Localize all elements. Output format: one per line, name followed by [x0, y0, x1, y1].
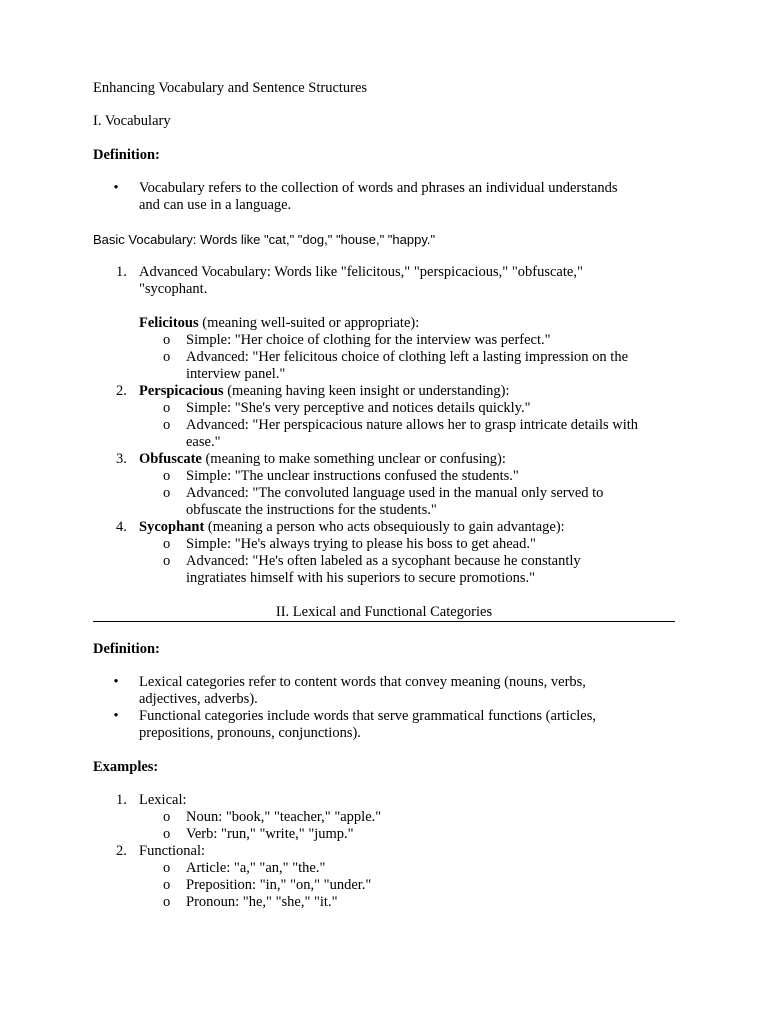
numbered-item-perspicacious [93, 383, 675, 400]
term-meaning: (meaning having keen insight or understanding): [223, 383, 510, 399]
sub-bullet-icon: o [163, 417, 171, 433]
list-item [93, 674, 675, 708]
numbered-item-obfuscate [93, 451, 675, 468]
bullet-icon: • [113, 674, 119, 690]
example-advanced: ingratiates himself with his superiors to secure promotions." [186, 570, 536, 586]
list-item-text: Vocabulary refers to the collection of words and phrases an individual understands [139, 180, 618, 196]
example-simple: Simple: "Her choice of clothing for the interview was perfect." [186, 332, 551, 348]
section-heading-vocabulary: I. Vocabulary [93, 113, 171, 129]
term-meaning: (meaning to make something unclear or confusing): [201, 451, 506, 467]
list-item [93, 332, 675, 349]
numbered-item-functional [93, 843, 675, 860]
list-item [93, 809, 675, 826]
bullet-icon: • [113, 180, 119, 196]
example-text: Verb: "run," "write," "jump." [186, 826, 354, 842]
list-item [93, 468, 675, 485]
sub-bullet-icon: o [163, 536, 171, 552]
list-item [93, 417, 675, 451]
list-number: 4. [116, 519, 127, 535]
list-item [93, 400, 675, 417]
sub-bullet-icon: o [163, 553, 171, 569]
list-item [93, 180, 675, 214]
sub-bullet-icon: o [163, 894, 171, 910]
example-simple: Simple: "The unclear instructions confused the students." [186, 468, 519, 484]
example-advanced: Advanced: "Her felicitous choice of clothing left a lasting impression on the [186, 349, 629, 365]
term-label: Obfuscate [139, 451, 202, 467]
list-number: 3. [116, 451, 127, 467]
definition-label: Definition: [93, 641, 160, 657]
list-item [93, 553, 675, 587]
sub-bullet-icon: o [163, 468, 171, 484]
list-number: 2. [116, 843, 127, 859]
example-advanced: Advanced: "Her perspicacious nature allows her to grasp intricate details with [186, 417, 639, 433]
term-label: Felicitous [139, 315, 199, 331]
example-text: Noun: "book," "teacher," "apple." [186, 809, 382, 825]
list-item [93, 485, 675, 519]
sub-bullet-icon: o [163, 877, 171, 893]
list-item-text: Lexical: [139, 792, 187, 808]
list-item-text: Advanced Vocabulary: Words like "felicitous," "perspicacious," "obfuscate," [139, 264, 583, 280]
term-meaning: (meaning a person who acts obsequiously to gain advantage): [204, 519, 565, 535]
example-text: Article: "a," "an," "the." [186, 860, 326, 876]
list-item [93, 349, 675, 383]
sub-bullet-icon: o [163, 860, 171, 876]
document-page [93, 80, 675, 911]
sub-bullet-icon: o [163, 349, 171, 365]
sub-bullet-icon: o [163, 826, 171, 842]
list-item-text: "sycophant. [139, 281, 208, 297]
sub-bullet-icon: o [163, 809, 171, 825]
list-item-text: adjectives, adverbs). [139, 691, 258, 707]
list-item [93, 826, 675, 843]
example-simple: Simple: "She's very perceptive and notices details quickly." [186, 400, 531, 416]
example-advanced: ease." [186, 434, 221, 450]
example-text: Preposition: "in," "on," "under." [186, 877, 372, 893]
example-advanced: Advanced: "The convoluted language used in the manual only served to [186, 485, 604, 501]
term-label: Perspicacious [139, 383, 224, 399]
list-item [93, 894, 675, 911]
sub-bullet-icon: o [163, 400, 171, 416]
document-title: Enhancing Vocabulary and Sentence Structures [93, 80, 368, 96]
term-label: Sycophant [139, 519, 205, 535]
sub-bullet-icon: o [163, 332, 171, 348]
example-advanced: Advanced: "He's often labeled as a sycophant because he constantly [186, 553, 581, 569]
list-item-text: Functional categories include words that serve grammatical functions (articles, [139, 708, 596, 724]
list-item-text: Functional: [139, 843, 206, 859]
list-item [93, 708, 675, 742]
numbered-item-sycophant [93, 519, 675, 536]
list-number: 2. [116, 383, 127, 399]
examples-label: Examples: [93, 759, 159, 775]
definition-label: Definition: [93, 147, 160, 163]
example-text: Pronoun: "he," "she," "it." [186, 894, 338, 910]
example-advanced: obfuscate the instructions for the students." [186, 502, 437, 518]
section-heading-lexical-functional: II. Lexical and Functional Categories [275, 604, 493, 620]
sub-bullet-icon: o [163, 485, 171, 501]
example-advanced: interview panel." [186, 366, 286, 382]
bullet-icon: • [113, 708, 119, 724]
numbered-item-lexical [93, 792, 675, 809]
basic-vocabulary-line: Basic Vocabulary: Words like "cat," "dog," "house," "happy." [93, 232, 436, 247]
list-item [93, 860, 675, 877]
numbered-item-advanced-vocabulary [93, 264, 675, 298]
term-felicitous [93, 315, 675, 332]
list-item-text: Lexical categories refer to content words that convey meaning (nouns, verbs, [139, 674, 586, 690]
example-simple: Simple: "He's always trying to please his boss to get ahead." [186, 536, 536, 552]
list-item [93, 877, 675, 894]
term-meaning: (meaning well-suited or appropriate): [198, 315, 420, 331]
list-item-text: prepositions, pronouns, conjunctions). [139, 725, 361, 741]
list-number: 1. [116, 792, 127, 808]
list-item-text: and can use in a language. [139, 197, 292, 213]
list-item [93, 536, 675, 553]
list-number: 1. [116, 264, 127, 280]
